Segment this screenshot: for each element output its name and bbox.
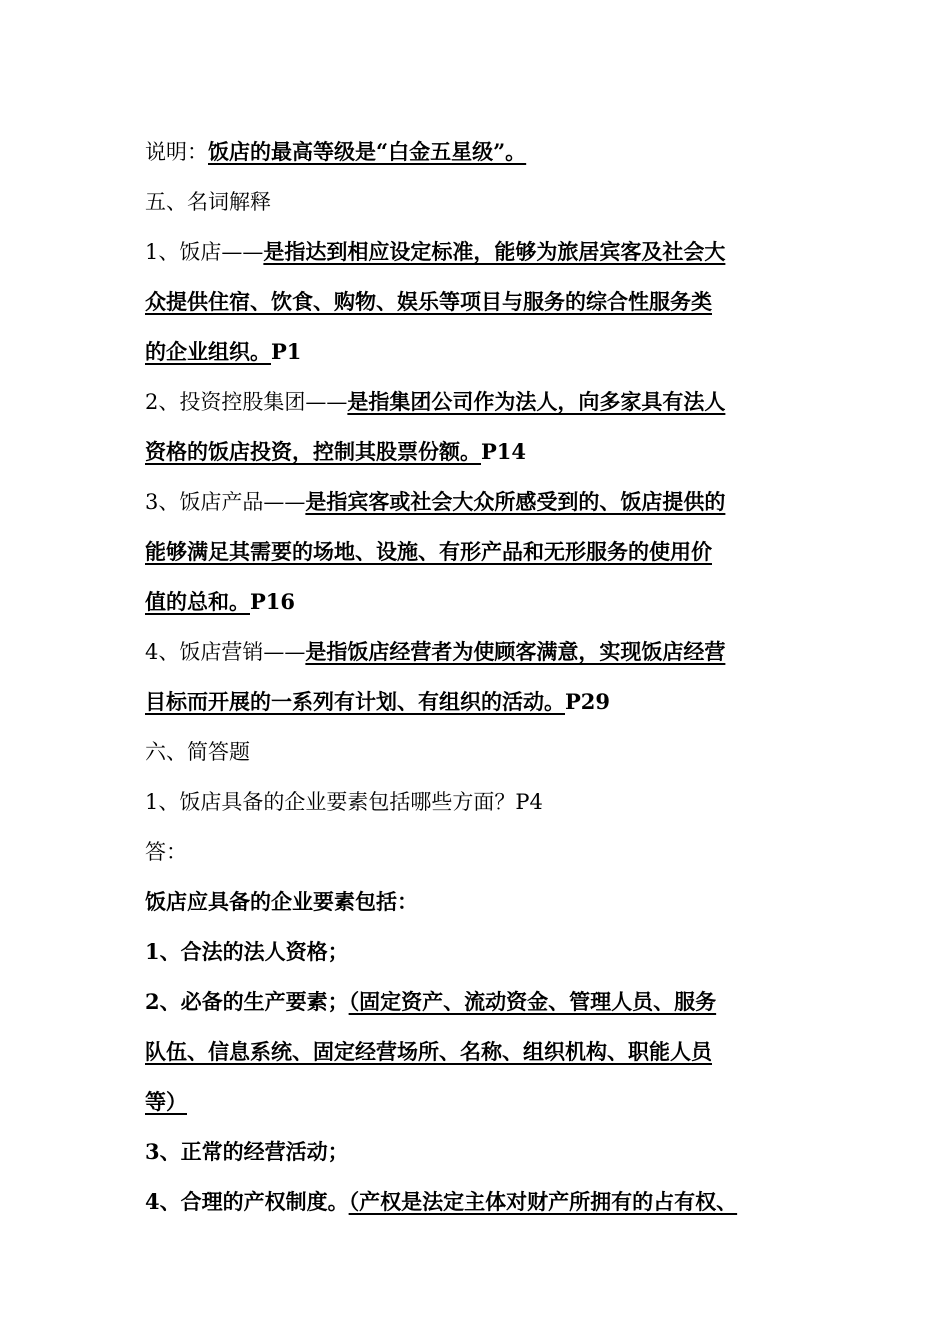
term4-def-line2: 目标而开展的一系列有计划、有组织的活动。 xyxy=(145,689,565,714)
section5-title: 五、名词解释 xyxy=(145,190,271,214)
term1-def-line1: 是指达到相应设定标准，能够为旅居宾客及社会大 xyxy=(263,239,726,264)
term2-line2 xyxy=(145,427,835,477)
term1-page-ref: P1 xyxy=(271,339,302,364)
term3-def-line3: 值的总和。 xyxy=(145,589,250,614)
term2-line1 xyxy=(145,377,835,427)
term3-def-line1: 是指宾客或社会大众所感受到的、饭店提供的 xyxy=(305,489,726,514)
term3-page-ref: P16 xyxy=(250,589,296,614)
term2-def-line2: 资格的饭店投资，控制其股票份额。 xyxy=(145,439,481,464)
term1-line2 xyxy=(145,277,835,327)
answer-item2-line1 xyxy=(145,977,835,1027)
term1-label: 1、饭店—— xyxy=(145,240,264,264)
term3-label: 3、饭店产品—— xyxy=(145,490,306,514)
note-line xyxy=(145,127,835,177)
answer-item4-label: 4、合理的产权制度。 xyxy=(145,1189,349,1214)
term4-label: 4、饭店营销—— xyxy=(145,640,306,664)
answer-item2-detail-line3: 等） xyxy=(145,1089,187,1114)
note-label: 说明： xyxy=(145,140,208,164)
question1: 1、饭店具备的企业要素包括哪些方面？P4 xyxy=(145,790,543,814)
term2-def-line1: 是指集团公司作为法人，向多家具有法人 xyxy=(347,389,726,414)
section6-title: 六、简答题 xyxy=(145,740,250,764)
answer-item1: 1、合法的法人资格； xyxy=(145,939,349,964)
answer-item4-line1 xyxy=(145,1177,835,1227)
term3-def-line2: 能够满足其需要的场地、设施、有形产品和无形服务的使用价 xyxy=(145,539,712,564)
answer-label: 答： xyxy=(145,840,187,864)
term4-line2 xyxy=(145,677,835,727)
term4-def-line1: 是指饭店经营者为使顾客满意，实现饭店经营 xyxy=(305,639,726,664)
note-text: 饭店的最高等级是“白金五星级”。 xyxy=(208,139,527,164)
answer-item3: 3、正常的经营活动； xyxy=(145,1139,349,1164)
answer-intro: 饭店应具备的企业要素包括： xyxy=(145,889,418,914)
term3-line3 xyxy=(145,577,835,627)
term2-label: 2、投资控股集团—— xyxy=(145,390,348,414)
answer-item2-line3 xyxy=(145,1077,835,1127)
term4-page-ref: P29 xyxy=(565,689,611,714)
document-content xyxy=(145,127,835,1227)
term3-line1 xyxy=(145,477,835,527)
term3-line2 xyxy=(145,527,835,577)
answer-item2-detail-line2: 队伍、信息系统、固定经营场所、名称、组织机构、职能人员 xyxy=(145,1039,712,1064)
term2-page-ref: P14 xyxy=(481,439,527,464)
term1-def-line2: 众提供住宿、饮食、购物、娱乐等项目与服务的综合性服务类 xyxy=(145,289,712,314)
answer-item2-label: 2、必备的生产要素； xyxy=(145,989,349,1014)
term4-line1 xyxy=(145,627,835,677)
term1-line1 xyxy=(145,227,835,277)
answer-item2-line2 xyxy=(145,1027,835,1077)
term1-def-line3: 的企业组织。 xyxy=(145,339,271,364)
answer-item4-detail: （产权是法定主体对财产所拥有的占有权、 xyxy=(348,1189,738,1214)
term1-line3 xyxy=(145,327,835,377)
answer-item2-detail-line1: （固定资产、流动资金、管理人员、服务 xyxy=(348,989,717,1014)
